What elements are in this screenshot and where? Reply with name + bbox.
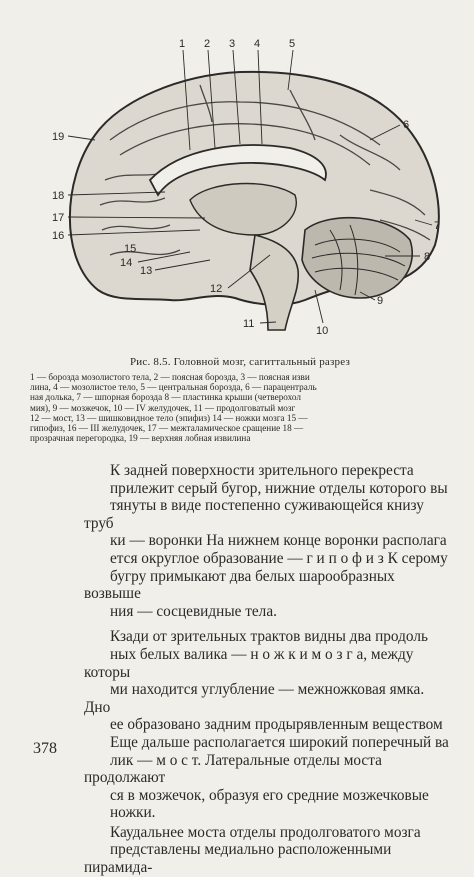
legend-line: гипофиз, 16 — III желудочек, 17 — межталамическое сращение 18 — <box>30 423 304 434</box>
label-15: 15 <box>124 243 137 255</box>
text-line: ется округлое образование — г и п о ф и з К серому <box>110 549 448 567</box>
text-line: Еще дальше располагается широкий поперечный ва <box>110 733 449 751</box>
text-line: ки — воронки На нижнем конце воронки располага <box>110 532 447 550</box>
legend-line: прозрачная перегородка, 19 — верхняя лобная извилина <box>30 433 251 444</box>
label-12: 12 <box>210 283 223 295</box>
brain-sagittal-section-figure <box>40 30 460 350</box>
label-4: 4 <box>254 38 261 50</box>
label-19: 19 <box>52 131 65 143</box>
text-line: ее образовано задним продырявленным веществом <box>110 716 443 734</box>
label-11: 11 <box>243 318 255 330</box>
text-line: ми находится углубление — межножковая ямка. Дно <box>84 681 425 716</box>
legend-line: мия), 9 — мозжечок, 10 — IV желудочек, 11 — продолговатый мозг <box>30 402 296 413</box>
text-line: бугру примыкают два белых шарообразных возвыше <box>84 567 395 603</box>
text-line: тянуты в виде постепенно суживающейся книзу труб <box>84 497 424 532</box>
label-2: 2 <box>204 38 211 50</box>
label-13: 13 <box>140 265 153 277</box>
text-line: К задней поверхности зрительного перекреста <box>110 462 414 479</box>
legend-line: лина, 4 — мозолистое тело, 5 — центральная борозда, 6 — парацентраль <box>30 382 317 393</box>
legend-line: 1 — борозда мозолистого тела, 2 — поясная борозда, 3 — поясная изви <box>30 372 310 382</box>
text-line: Кзади от зрительных трактов видны два продоль <box>110 628 428 646</box>
label-7: 7 <box>434 220 441 232</box>
text-line: ния — сосцевидные тела. <box>110 602 277 620</box>
text-line: Каудальнее моста отделы продолговатого мозга <box>110 823 421 841</box>
label-17: 17 <box>52 212 65 224</box>
text-line: представлены медиально расположенными пирамида- <box>84 841 392 877</box>
paragraph-1 <box>84 462 454 620</box>
label-6: 6 <box>403 119 410 131</box>
label-14: 14 <box>120 257 133 269</box>
page-number: 378 <box>33 740 57 757</box>
text-line: ных белых валика — н о ж к и м о з г а, между которы <box>84 645 414 681</box>
label-10: 10 <box>316 325 329 337</box>
label-18: 18 <box>52 190 65 202</box>
label-16: 16 <box>52 230 65 242</box>
legend-line: 12 — мост, 13 — шишковидное тело (эпифиз) 14 — ножки мозга 15 — <box>30 412 308 423</box>
paragraph-3 <box>84 824 454 877</box>
text-line: прилежит серый бугор, нижние отделы которого вы <box>110 479 448 497</box>
legend-line: ная долька, 7 — шпорная борозда 8 — пластинка крыши (четверохол <box>30 392 301 403</box>
figure-caption: Рис. 8.5. Головной мозг, сагиттальный разрез <box>129 356 350 368</box>
figure-legend <box>30 372 450 443</box>
label-1: 1 <box>179 38 186 50</box>
text-line: лик — м о с т. Латеральные отделы моста продолжают <box>84 751 382 787</box>
text-line: ся в мозжечок, образуя его средние мозжечковые <box>110 786 429 804</box>
label-8: 8 <box>424 251 431 263</box>
paragraph-2 <box>84 628 454 822</box>
label-5: 5 <box>289 38 296 50</box>
body-text <box>84 462 454 877</box>
label-9: 9 <box>377 295 384 307</box>
label-3: 3 <box>229 38 236 50</box>
text-line: ножки. <box>110 804 156 822</box>
